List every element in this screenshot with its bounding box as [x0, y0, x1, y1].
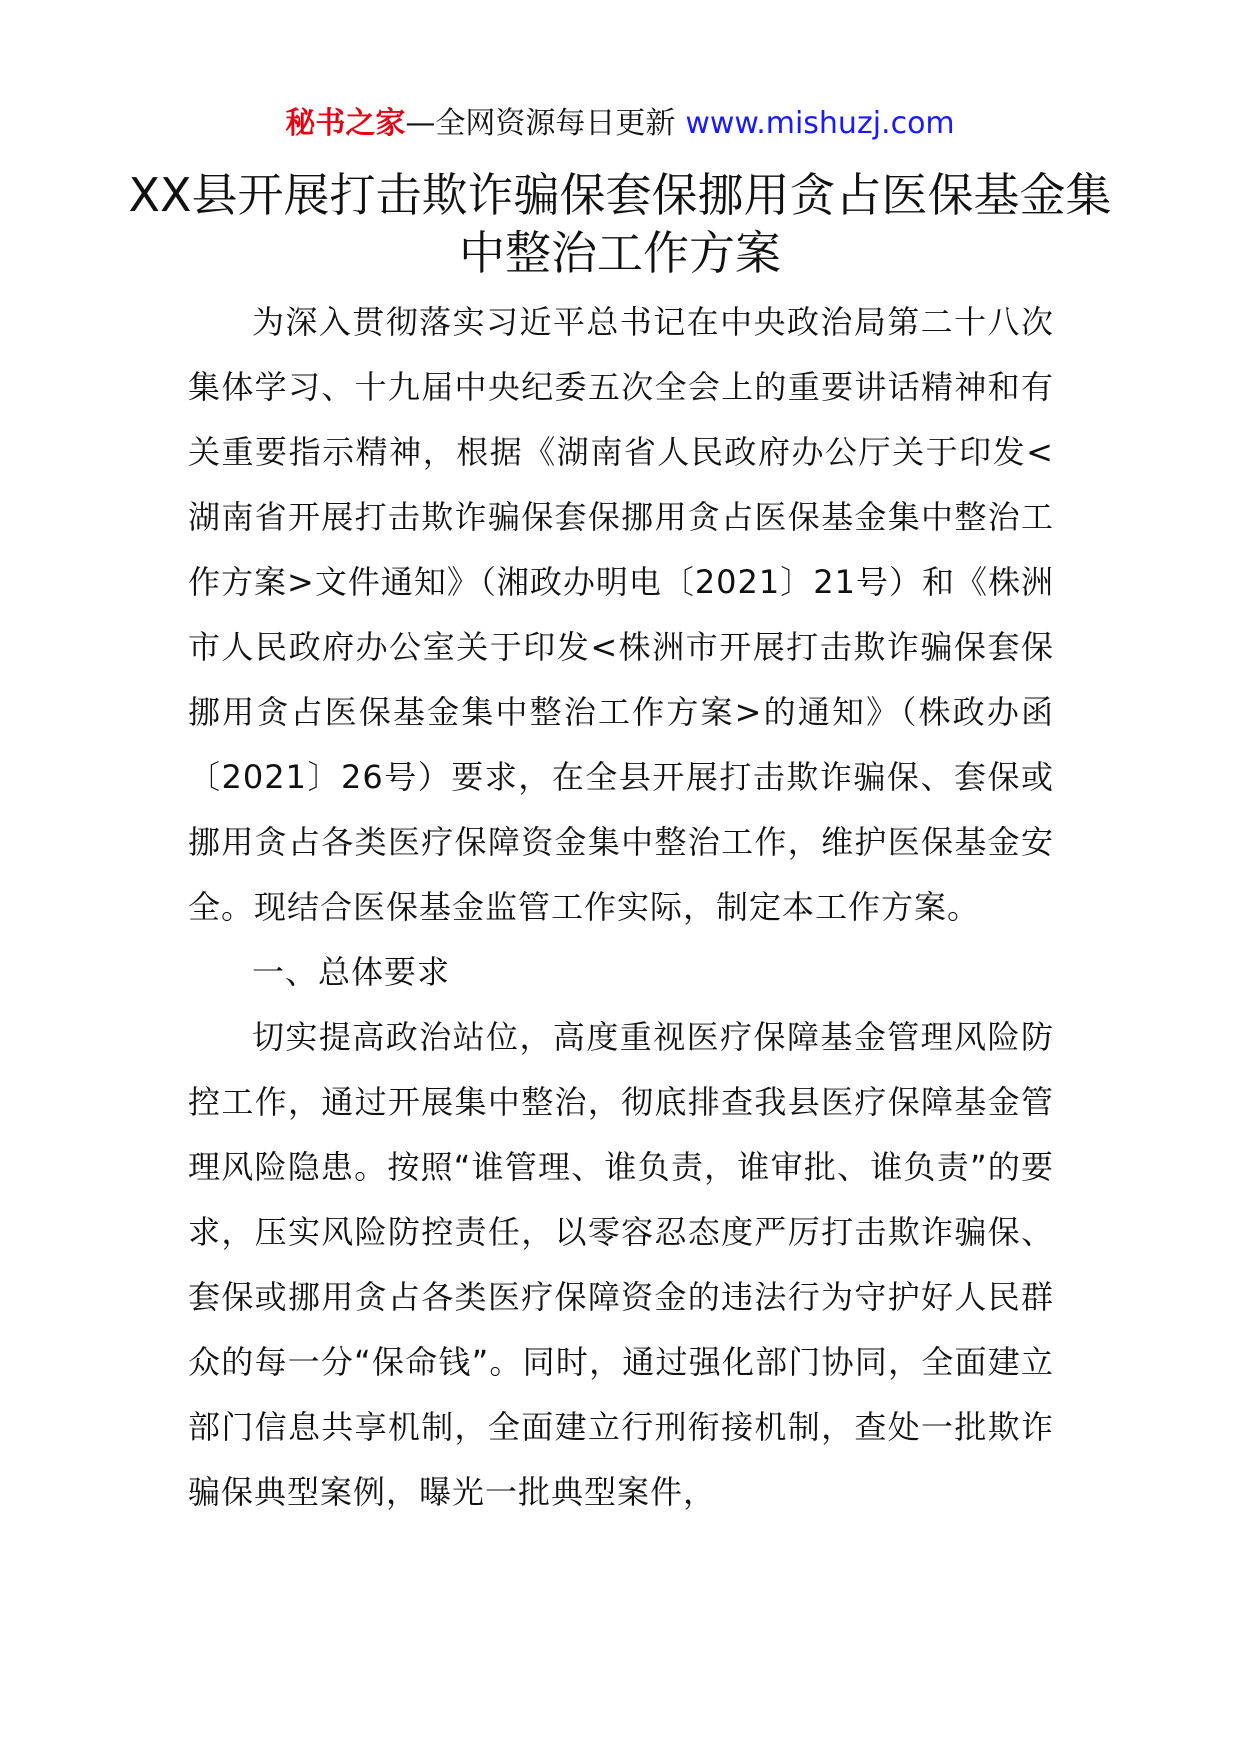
section-heading-general-requirements: 一、总体要求: [252, 953, 451, 991]
site-header: [0, 100, 1240, 148]
paragraph-intro: 为深入贯彻落实习近平总书记在中央政治局第二十八次集体学习、十九届中央纪委五次全会上的重要讲话精神和有关重要指示精神，根据《湖南省人民政府办公厅关于印发<湖南省开展打击欺诈骗保套保挪用贪占医保基金集中整治工作方案>文件通知》（湘政办明电〔2021〕21号）和《株洲市人民政府办公室关于印发<株洲市开展打击欺诈骗保套保挪用贪占医保基金集中整治工作方案>的通知》（株政办函〔2021〕26号）要求，在全县开展打击欺诈骗保、套保或挪用贪占各类医疗保障资金集中整治工作，维护医保基金安全。现结合医保基金监管工作实际，制定本工作方案。: [188, 303, 1054, 926]
site-url-link[interactable]: www.mishuzj.com: [685, 106, 955, 141]
paragraph-general-requirements: 切实提高政治站位，高度重视医疗保障基金管理风险防控工作，通过开展集中整治，彻底排查我县医疗保障基金管理风险隐患。按照“谁管理、谁负责，谁审批、谁负责”的要求，压实风险防控责任，以零容忍态度严厉打击欺诈骗保、套保或挪用贪占各类医疗保障资金的违法行为守护好人民群众的每一分“保命钱”。同时，通过强化部门协同，全面建立部门信息共享机制，全面建立行刑衔接机制，查处一批欺诈骗保典型案例，曝光一批典型案件，: [188, 1018, 1054, 1511]
document-title: XX县开展打击欺诈骗保套保挪用贪占医保基金集中整治工作方案: [128, 168, 1112, 280]
site-slogan: —全网资源每日更新: [405, 106, 676, 141]
site-brand: 秘书之家: [285, 106, 406, 141]
document-body: [188, 290, 1054, 1525]
